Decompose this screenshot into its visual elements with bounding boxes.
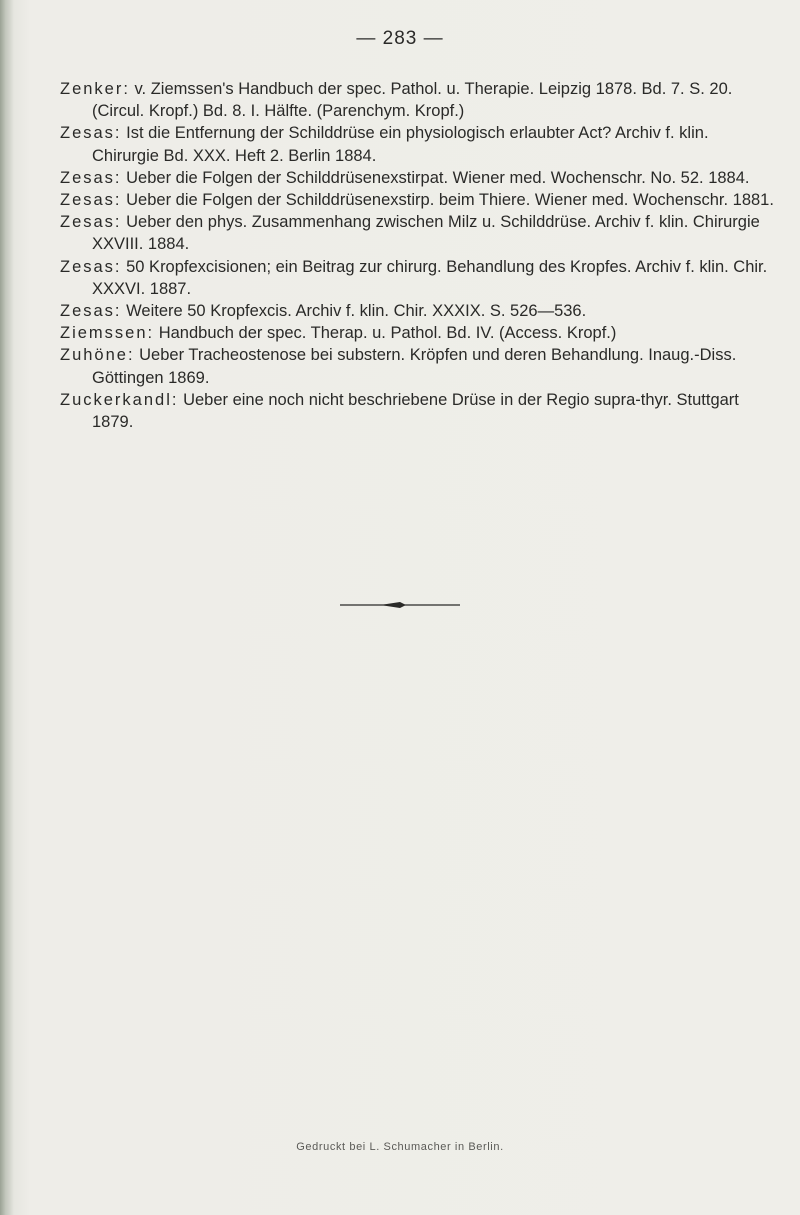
reference-author: Zesas:	[60, 257, 122, 276]
reference-author: Zesas:	[60, 191, 122, 210]
reference-text: Ist die Entfernung der Schilddrüse ein physiologisch erlaubter Act? Archiv f. klin. Chirurgie Bd. XXX. Heft 2. Berlin 1884.	[92, 124, 709, 165]
reference-author: Zesas:	[60, 124, 122, 143]
reference-author: Zenker:	[60, 80, 130, 98]
reference-entry	[60, 167, 780, 189]
reference-entry	[60, 300, 780, 322]
page-binding-shadow	[0, 0, 14, 1215]
reference-entry	[60, 189, 780, 211]
page-number: — 283 —	[356, 28, 444, 49]
reference-entry	[60, 122, 780, 166]
reference-entry	[60, 389, 780, 433]
reference-entry	[60, 322, 780, 344]
reference-author: Zesas:	[60, 302, 122, 321]
reference-text: Ueber den phys. Zusammenhang zwischen Milz u. Schilddrüse. Archiv f. klin. Chirurgie XXVIII. 1884.	[92, 213, 760, 254]
reference-text: Ueber eine noch nicht beschriebene Drüse in der Regio supra-thyr. Stuttgart 1879.	[92, 390, 739, 432]
reference-entry	[60, 256, 780, 300]
reference-text: Ueber Tracheostenose bei substern. Kröpfen und deren Behandlung. Inaug.-Diss. Göttingen 1869.	[92, 346, 737, 387]
reference-text: 50 Kropfexcisionen; ein Beitrag zur chirurg. Behandlung des Kropfes. Archiv f. klin. Chir. XXXVI. 1887.	[92, 257, 768, 298]
reference-entry	[60, 78, 780, 122]
ornamental-divider	[340, 600, 460, 610]
reference-text: v. Ziemssen's Handbuch der spec. Pathol. u. Therapie. Leipzig 1878. Bd. 7. S. 20. (Circul. Kropf.) Bd. 8. I. Hälfte. (Parenchym. Kropf.)	[92, 80, 733, 121]
reference-text: Handbuch der spec. Therap. u. Pathol. Bd. IV. (Access. Kropf.)	[158, 324, 617, 343]
reference-author: Zesas:	[60, 168, 122, 187]
reference-author: Zuckerkandl:	[60, 390, 179, 409]
reference-author: Zuhöne:	[60, 346, 135, 365]
reference-entry	[60, 211, 780, 255]
reference-text: Ueber die Folgen der Schilddrüsenexstirpat. Wiener med. Wochenschr. No. 52. 1884.	[126, 168, 750, 187]
reference-text: Weitere 50 Kropfexcis. Archiv f. klin. Chir. XXXIX. S. 526—536.	[126, 302, 587, 321]
reference-list	[60, 78, 780, 433]
reference-entry	[60, 344, 780, 388]
reference-author: Zesas:	[60, 213, 122, 232]
reference-text: Ueber die Folgen der Schilddrüsenexstirp. beim Thiere. Wiener med. Wochenschr. 1881.	[126, 191, 774, 210]
reference-author: Ziemssen:	[60, 324, 155, 343]
printer-imprint: Gedruckt bei L. Schumacher in Berlin.	[296, 1141, 504, 1153]
